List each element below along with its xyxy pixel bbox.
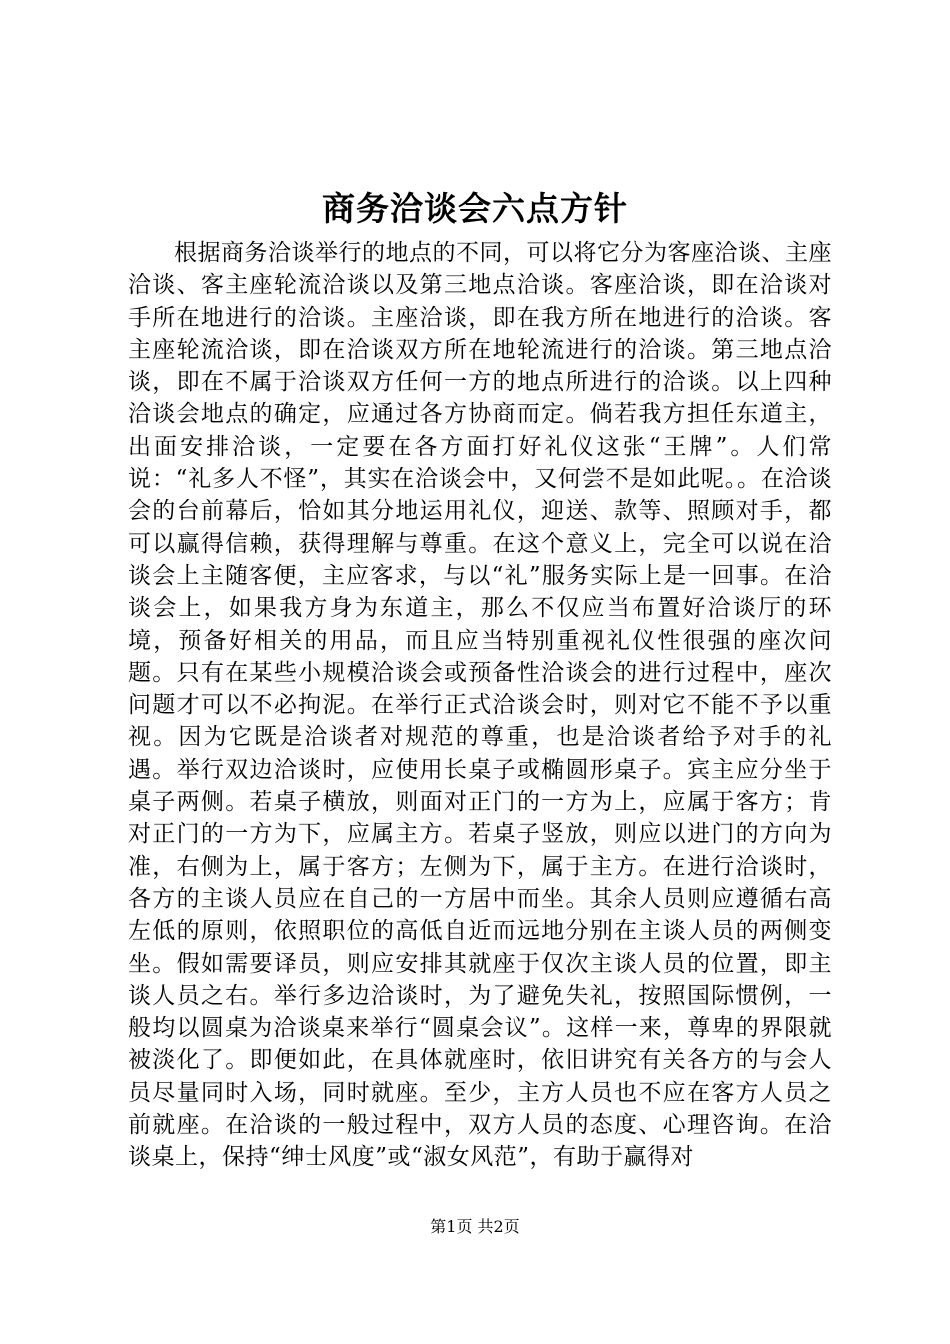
document-body-paragraph: 根据商务洽谈举行的地点的不同，可以将它分为客座洽谈、主座洽谈、客主座轮流洽谈以及第三地点洽谈。客座洽谈，即在洽谈对手所在地进行的洽谈。主座洽谈，即在我方所在地进行的洽谈。客主座轮流洽谈，即在洽谈双方所在地轮流进行的洽谈。第三地点洽谈，即在不属于洽谈双方任何一方的地点所进行的洽谈。以上四种洽谈会地点的确定，应通过各方协商而定。倘若我方担任东道主，出面安排洽谈，一定要在各方面打好礼仪这张“王牌”。人们常说：“礼多人不怪”，其实在洽谈会中，又何尝不是如此呢。。在洽谈会的台前幕后，恰如其分地运用礼仪，迎送、款等、照顾对手，都可以赢得信赖，获得理解与尊重。在这个意义上，完全可以说在洽谈会上主随客便，主应客求，与以“礼”服务实际上是一回事。在洽谈会上，如果我方身为东道主，那么不仅应当布置好洽谈厅的环境，预备好相关的用品，而且应当特别重视礼仪性很强的座次问题。只有在某些小规模洽谈会或预备性洽谈会的进行过程中，座次问题才可以不必拘泥。在举行正式洽谈会时，则对它不能不予以重视。因为它既是洽谈者对规范的尊重，也是洽谈者给予对手的礼遇。举行双边洽谈时，应使用长桌子或椭圆形桌子。宾主应分坐于桌子两侧。若桌子横放，则面对正门的一方为上，应属于客方；肯对正门的一方为下，应属主方。若桌子竖放，则应以进门的方向为准，右侧为上，属于客方；左侧为下，属于主方。在进行洽谈时，各方的主谈人员应在自己的一方居中而坐。其余人员则应遵循右高左低的原则，依照职位的高低自近而远地分别在主谈人员的两侧变坐。假如需要译员，则应安排其就座于仅次主谈人员的位置，即主谈人员之右。举行多边洽谈时，为了避免失礼，按照国际惯例，一般均以圆桌为洽谈桌来举行“圆桌会议”。这样一来，尊卑的界限就被淡化了。即便如此，在具体就座时，依旧讲究有关各方的与会人员尽量同时入场，同时就座。至少，主方人员也不应在客方人员之前就座。在洽谈的一般过程中，双方人员的态度、心理咨询。在洽谈桌上，保持“绅士风度”或“淑女风范”，有助于赢得对 [128, 240, 832, 1171]
page-number-footer: 第1页 共2页 [430, 1217, 520, 1236]
document-title: 商务洽谈会六点方针 [322, 189, 628, 228]
